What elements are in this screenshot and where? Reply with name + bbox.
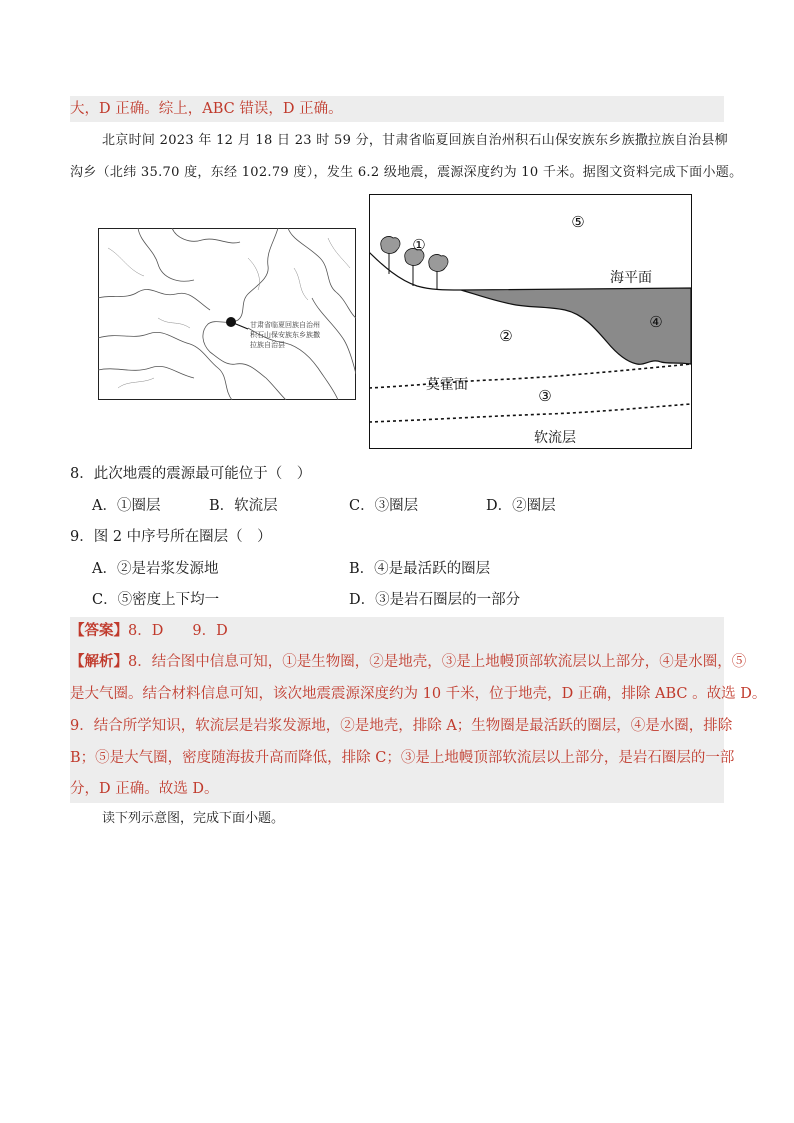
q8-option-b: B．软流层 bbox=[209, 498, 278, 514]
prev-answer-line: 大，D 正确。综上，ABC 错误，D 正确。 bbox=[70, 101, 343, 117]
analysis-text-1: 8．结合图中信息可知，①是生物圈，②是地壳，③是上地幔顶部软流层以上部分，④是水圈，⑤ bbox=[128, 654, 747, 670]
analysis-tag: 【解析】 bbox=[70, 653, 128, 670]
label-5: ⑤ bbox=[571, 213, 585, 231]
label-1: ① bbox=[412, 236, 426, 254]
answer-line bbox=[70, 621, 730, 641]
label-2: ② bbox=[499, 327, 513, 345]
intro-line-2: 沟乡（北纬 35.70 度，东经 102.79 度），发生 6.2 级地震，震源深度约为 10 千米。据图文资料完成下面小题。 bbox=[70, 165, 743, 180]
label-asthenosphere: 软流层 bbox=[534, 430, 576, 446]
q8-stem: 8．此次地震的震源最可能位于（ ） bbox=[70, 466, 312, 482]
answer-text: 8．D 9．D bbox=[128, 623, 228, 639]
label-sea-level: 海平面 bbox=[610, 270, 652, 286]
q8-option-c: C．③圈层 bbox=[349, 498, 419, 514]
answer-tag: 【答案】 bbox=[70, 622, 128, 639]
answer-shade bbox=[70, 617, 724, 803]
analysis-line-3: 9．结合所学知识，软流层是岩浆发源地，②是地壳，排除 A；生物圈是最活跃的圈层，④是水圈，排除 bbox=[70, 718, 733, 734]
location-map bbox=[98, 228, 356, 400]
q8-option-d: D．②圈层 bbox=[486, 498, 556, 514]
q9-option-c: C．⑤密度上下均一 bbox=[92, 592, 220, 608]
analysis-line-5: 分，D 正确。故选 D。 bbox=[70, 781, 219, 797]
q9-stem: 9．图 2 中序号所在圈层（ ） bbox=[70, 529, 272, 545]
intro-line-1: 北京时间 2023 年 12 月 18 日 23 时 59 分，甘肃省临夏回族自治州积石山保安族东乡族撒拉族自治县柳 bbox=[102, 133, 728, 148]
map-svg bbox=[98, 228, 356, 400]
analysis-line-4: B；⑤是大气圈，密度随海拔升高而降低，排除 C；③是上地幔顶部软流层以上部分，是岩石圈层的一部 bbox=[70, 750, 735, 766]
label-moho: 莫霍面 bbox=[426, 377, 468, 393]
q9-option-a: A．②是岩浆发源地 bbox=[92, 561, 219, 577]
label-3: ③ bbox=[538, 387, 552, 405]
map-label-3: 拉族自治县 bbox=[250, 341, 285, 349]
analysis-line-2: 是大气圈。结合材料信息可知，该次地震震源深度约为 10 千米，位于地壳，D 正确，排除 ABC 。故选 D。 bbox=[70, 686, 767, 702]
analysis-line-1 bbox=[70, 652, 747, 672]
spheres-diagram bbox=[369, 194, 692, 449]
q8-option-a: A．①圈层 bbox=[92, 498, 161, 514]
q9-option-b: B．④是最活跃的圈层 bbox=[349, 561, 491, 577]
label-4: ④ bbox=[649, 313, 663, 331]
q9-option-d: D．③是岩石圈层的一部分 bbox=[349, 592, 521, 608]
map-label-1: 甘肃省临夏回族自治州 bbox=[250, 321, 320, 329]
next-intro: 读下列示意图，完成下面小题。 bbox=[102, 811, 285, 826]
spheres-svg bbox=[369, 194, 692, 449]
map-label-2: 积石山保安族东乡族撒 bbox=[250, 331, 320, 339]
